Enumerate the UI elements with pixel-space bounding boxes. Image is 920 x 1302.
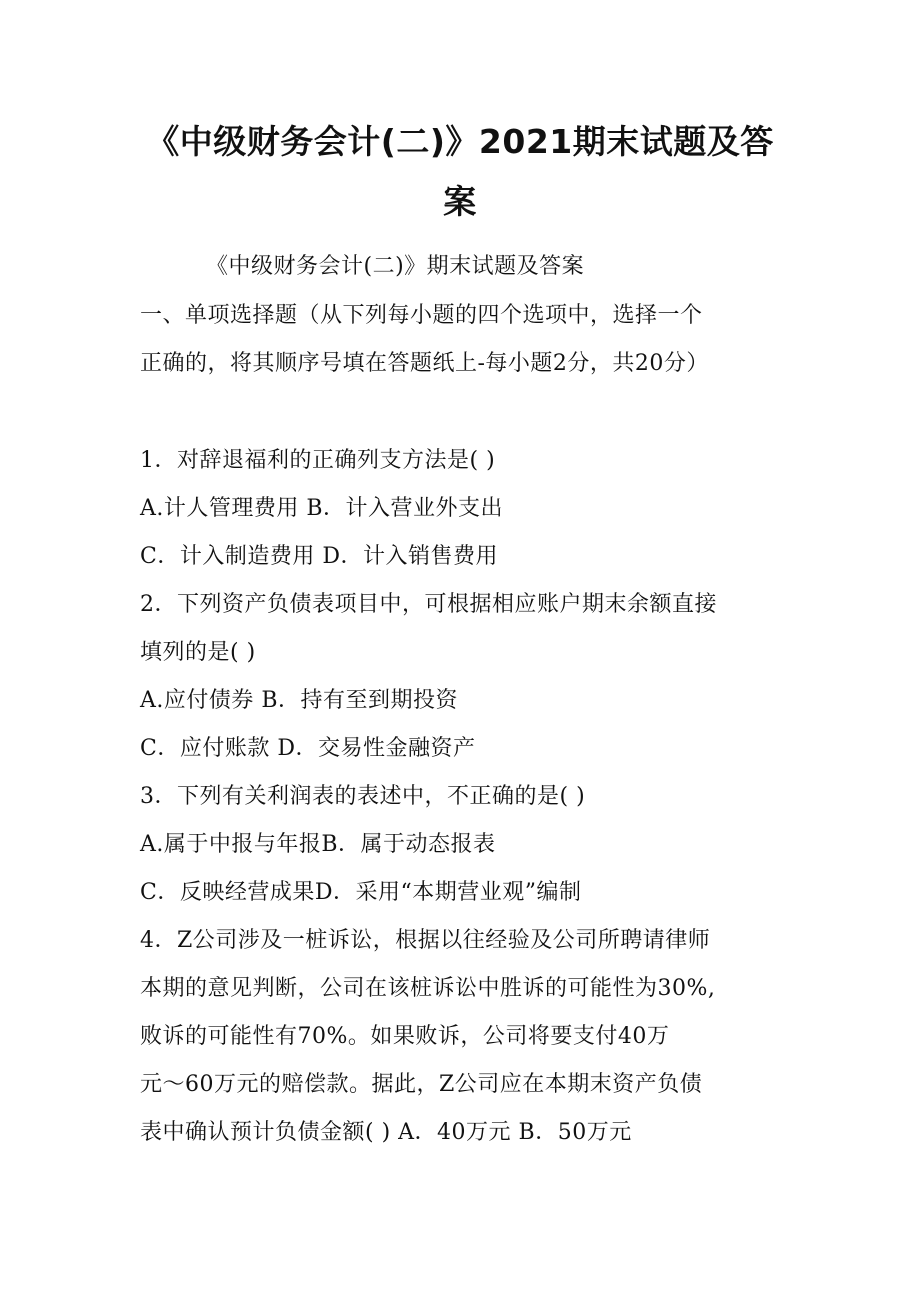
document-subtitle: 《中级财务会计(二)》期末试题及答案: [206, 254, 585, 279]
question-4-options: 表中确认预计负债金额( ) A．40万元 B．50万元: [140, 1120, 632, 1145]
question-2: 2．下列资产负债表项目中，可根据相应账户期末余额直接: [140, 592, 717, 617]
question-4-cont: 元～60万元的赔偿款。据此，Z公司应在本期末资产负债: [140, 1072, 703, 1097]
question-3-options-ab: A.属于中报与年报B．属于动态报表: [140, 832, 496, 857]
question-2-options-ab: A.应付债券 B．持有至到期投资: [140, 688, 459, 713]
question-1-options-ab: A.计人管理费用 B．计入营业外支出: [140, 496, 504, 521]
text-line: 正确的，将其顺序号填在答题纸上-每小题2分，共20分）: [140, 351, 709, 376]
text-line: 一、单项选择题（从下列每小题的四个选项中，选择一个: [140, 303, 703, 328]
question-2-options-cd: C．应付账款 D．交易性金融资产: [140, 736, 476, 761]
question-4-cont: 败诉的可能性有70%。如果败诉，公司将要支付40万: [140, 1024, 670, 1049]
question-2-cont: 填列的是( ): [140, 640, 256, 665]
question-4-cont: 本期的意见判断，公司在该桩诉讼中胜诉的可能性为30%,: [140, 976, 716, 1001]
question-1-options-cd: C．计入制造费用 D．计入销售费用: [140, 544, 498, 569]
question-1: 1．对辞退福利的正确列支方法是( ): [140, 448, 496, 473]
question-4: 4．Z公司涉及一桩诉讼，根据以往经验及公司所聘请律师: [140, 928, 711, 953]
document-title: 《中级财务会计(二)》2021期末试题及答案: [146, 122, 774, 221]
question-3-options-cd: C．反映经营成果D．采用“本期营业观”编制: [140, 880, 582, 905]
question-3: 3．下列有关利润表的表述中，不正确的是( ): [140, 784, 586, 809]
